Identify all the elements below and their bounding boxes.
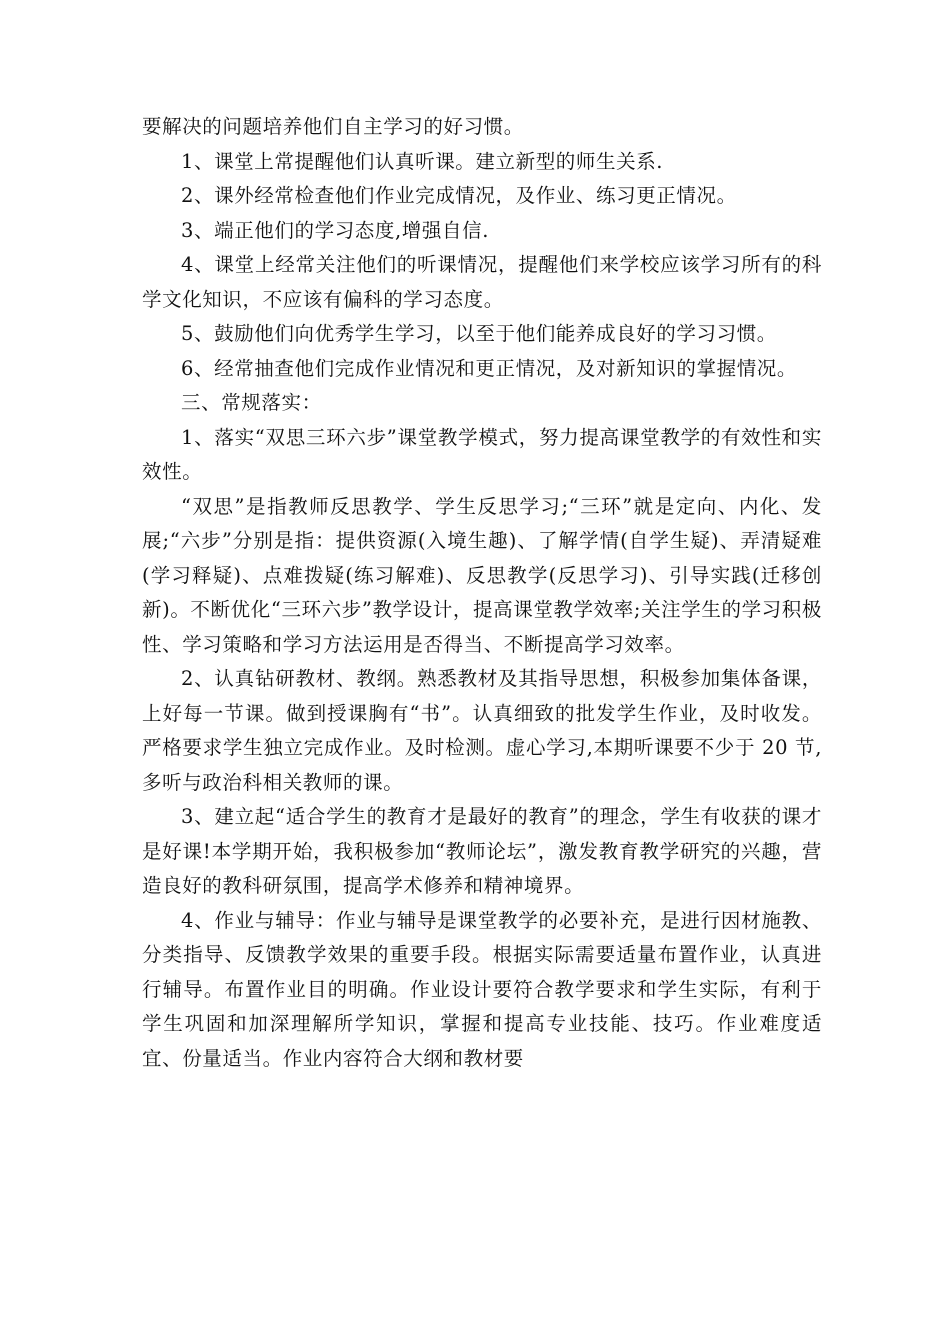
section-heading-routine: 三、常规落实： (181, 391, 322, 414)
paragraph-item-1: 1、课堂上常提醒他们认真听课。建立新型的师生关系. (181, 149, 664, 173)
paragraph-intro-continuation: 要解决的问题培养他们自主学习的好习惯。 (142, 115, 524, 138)
paragraph-routine-1: 1、落实“双思三环六步”课堂教学模式，努力提高课堂教学的有效性和实效性。 (142, 425, 822, 483)
paragraph-item-6: 6、经常抽查他们完成作业情况和更正情况，及对新知识的掌握情况。 (181, 356, 798, 380)
paragraph-item-3: 3、端正他们的学习态度,增强自信. (181, 218, 490, 242)
paragraph-routine-4: 4、作业与辅导：作业与辅导是课堂教学的必要补充，是进行因材施教、分类指导、反馈教学效果的重要手段。根据实际需要适量布置作业，认真进行辅导。布置作业目的明确。作业设计要符合教学要求和学生实际，有利于学生巩固和加深理解所学知识，掌握和提高专业技能、技巧。作业难度适宜、份量适当。作业内容符合大纲和教材要 (142, 908, 822, 1070)
paragraph-routine-2: 2、认真钻研教材、教纲。熟悉教材及其指导思想，积极参加集体备课，上好每一节课。做到授课胸有“书”。认真细致的批发学生作业，及时收发。严格要求学生独立完成作业。及时检测。虚心学习,本期听课要不少于 20 节,多听与政治科相关教师的课。 (142, 667, 822, 794)
paragraph-item-4: 4、课堂上经常关注他们的听课情况，提醒他们来学校应该学习所有的科学文化知识，不应该有偏科的学习态度。 (142, 253, 822, 311)
paragraph-item-5: 5、鼓励他们向优秀学生学习，以至于他们能养成良好的学习习惯。 (181, 322, 777, 345)
paragraph-routine-3: 3、建立起“适合学生的教育才是最好的教育”的理念，学生有收获的课才是好课!本学期开始，我积极参加“教师论坛”，激发教育教学研究的兴趣，营造良好的教科研氛围，提高学术修养和精神境界。 (142, 805, 822, 897)
paragraph-shuangsi-explanation: “双思”是指教师反思教学、学生反思学习;“三环”就是定向、内化、发展;“六步”分别是指：提供资源(入境生趣)、了解学情(自学生疑)、弄清疑难(学习释疑)、点难拨疑(练习解难)、反思教学(反思学习)、引导实践(迁移创新)。不断优化“三环六步”教学设计，提高课堂教学效率;关注学生的学习积极性、学习策略和学习方法运用是否得当、不断提高学习效率。 (142, 494, 822, 656)
paragraph-item-2: 2、课外经常检查他们作业完成情况，及作业、练习更正情况。 (181, 184, 737, 207)
document-body (142, 110, 822, 1076)
